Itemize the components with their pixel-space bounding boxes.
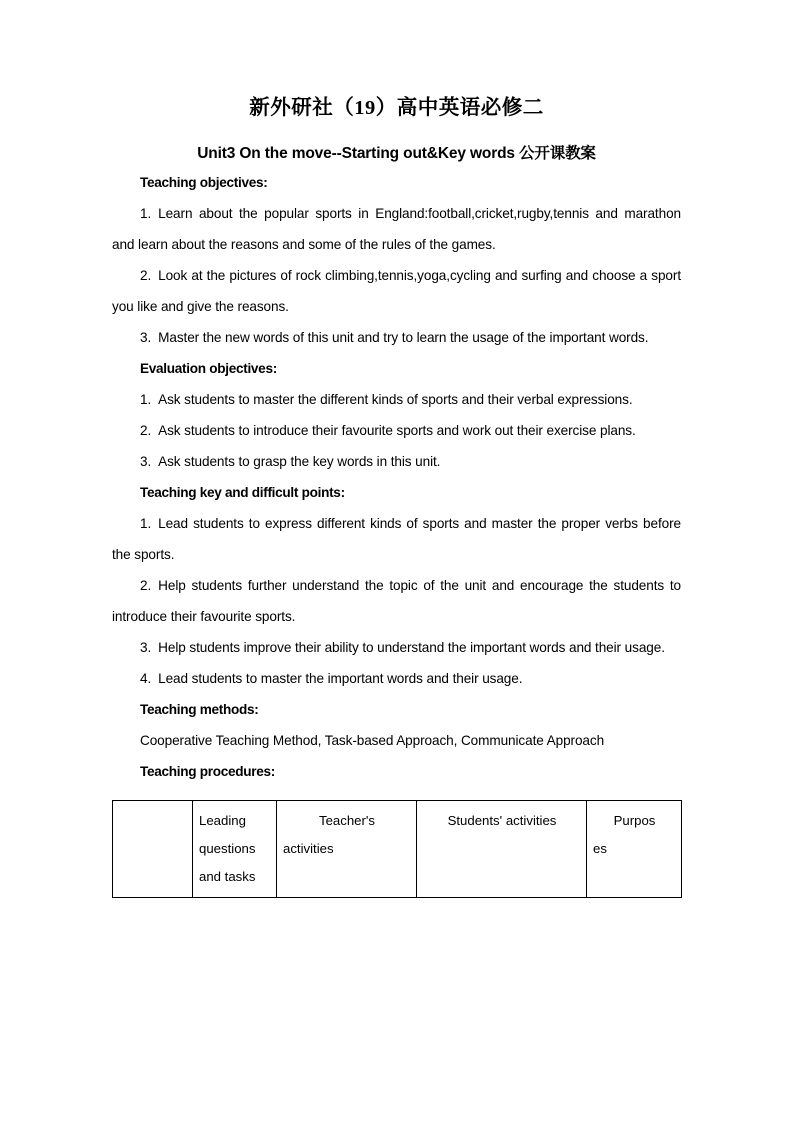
heading-teaching-methods: Teaching methods: [140,702,259,717]
list-number: 3. [140,454,152,469]
list-text: Help students further understand the topic of the unit and encourage the students to introduce their favourite sports. [112,578,681,624]
list-text: Help students improve their ability to understand the important words and their usage. [158,640,665,655]
table-cell-line-2: es [593,841,607,856]
list-text: Learn about the popular sports in England:football,cricket,rugby,tennis and marathon and learn about the reasons and some of the rules of the games. [112,206,681,252]
document-title-english: Unit3 On the move--Starting out&Key words 公开课教案 [197,145,596,162]
table-cell-leading-questions: Leading questions and tasks [193,801,277,898]
table-cell-students-activities: Students' activities [417,801,587,898]
heading-teaching-key-points: Teaching key and difficult points: [140,485,345,500]
evaluation-objectives-item-1 [112,384,681,415]
list-text: Ask students to master the different kinds of sports and their verbal expressions. [158,392,633,407]
list-text: Master the new words of this unit and try to learn the usage of the important words. [158,330,649,345]
teaching-objectives-item-1 [112,198,681,260]
list-number: 3. [140,330,152,345]
list-number: 1. [140,206,152,221]
teaching-key-points-item-1 [112,508,681,570]
list-number: 2. [140,578,152,593]
evaluation-objectives-item-2 [112,415,681,446]
list-number: 1. [140,516,152,531]
teaching-key-points-item-4 [112,663,681,694]
table-row [113,801,682,898]
document-content [112,0,681,898]
teaching-key-points-item-2 [112,570,681,632]
list-number: 3. [140,640,152,655]
list-text: Ask students to grasp the key words in this unit. [158,454,441,469]
list-number: 2. [140,268,152,283]
table-cell-teachers-activities [277,801,417,898]
table-cell-line-2: activities [283,841,334,856]
table-cell-line-1: Teacher's [318,813,376,828]
evaluation-objectives-item-3 [112,446,681,477]
teaching-procedures-table [112,800,682,898]
teaching-objectives-item-3 [112,322,681,353]
teaching-objectives-item-2 [112,260,681,322]
heading-teaching-procedures: Teaching procedures: [140,764,276,779]
teaching-methods-body: Cooperative Teaching Method, Task-based Approach, Communicate Approach [140,733,605,748]
document-title-chinese: 新外研社（19）高中英语必修二 [249,97,544,119]
table-cell-empty [113,801,193,898]
table-cell-line-1: Purpos [613,813,656,828]
list-number: 1. [140,392,152,407]
list-number: 2. [140,423,152,438]
table-cell-purposes [587,801,682,898]
heading-evaluation-objectives: Evaluation objectives: [140,361,277,376]
heading-teaching-objectives: Teaching objectives: [140,175,268,190]
list-text: Ask students to introduce their favourite sports and work out their exercise plans. [158,423,636,438]
teaching-key-points-item-3 [112,632,681,663]
list-number: 4. [140,671,152,686]
list-text: Lead students to master the important words and their usage. [158,671,523,686]
list-text: Look at the pictures of rock climbing,tennis,yoga,cycling and surfing and choose a sport you like and give the reasons. [112,268,681,314]
list-text: Lead students to express different kinds of sports and master the proper verbs before the sports. [112,516,681,562]
